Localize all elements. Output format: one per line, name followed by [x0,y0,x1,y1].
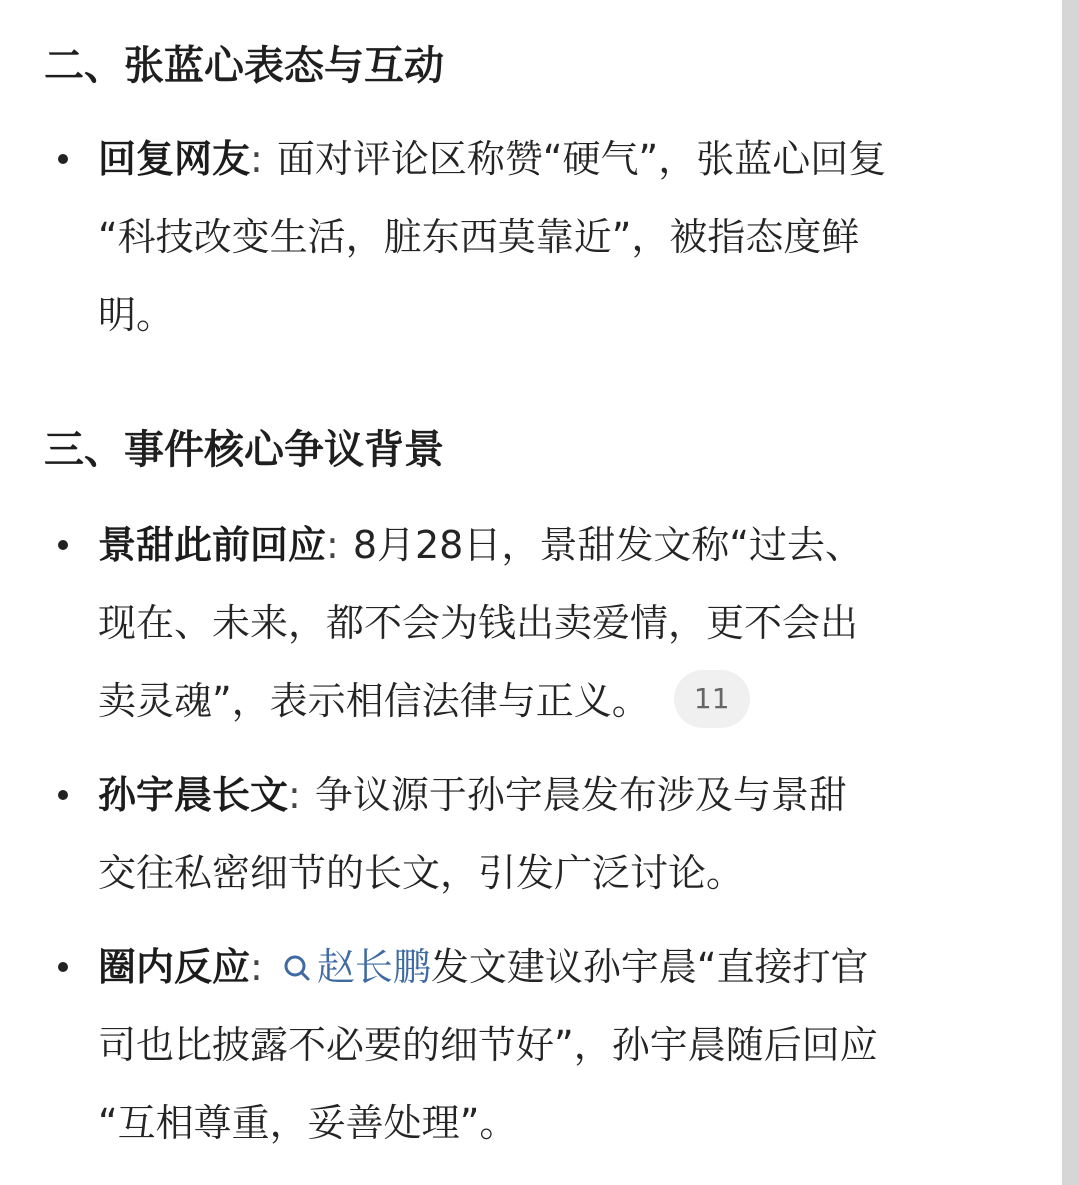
scrollbar[interactable] [1062,0,1079,1185]
item-text: 卖灵魂”，表示相信法律与正义。 [98,679,650,723]
item-colon: : [250,945,263,989]
item-text: 发文建议孙宇晨“直接打官 [430,945,869,989]
bullet-dot [58,540,68,550]
item-line-2: “科技改变生活，脏东西莫靠近”，被指态度鲜 [98,215,860,259]
item-line-1 [98,756,1038,834]
item-line-3: “互相尊重，妥善处理”。 [98,1101,518,1145]
item-text: 争议源于孙宇晨发布涉及与景甜 [314,773,847,817]
item-title: 圈内反应 [98,945,251,989]
item-title: 回复网友 [98,137,251,181]
item-title: 孙宇晨长文 [98,773,289,817]
search-link-zhaochangpeng[interactable] [283,945,431,989]
list-item-industry-reaction [98,928,1038,1162]
search-icon [283,954,311,982]
item-line-1 [98,928,1038,1006]
item-line-3 [98,662,1038,740]
bullet-dot [58,790,68,800]
item-colon: : [250,137,263,181]
link-text: 赵长鹏 [316,945,431,989]
item-line-3: 明。 [98,293,175,337]
item-text: 面对评论区称赞“硬气”，张蓝心回复 [276,137,887,181]
item-line-2: 现在、未来，都不会为钱出卖爱情，更不会出 [98,601,859,645]
bullet-dot [58,962,68,972]
list-item-jingtian-response [98,506,1038,740]
item-line-2: 交往私密细节的长文，引发广泛讨论。 [98,851,745,895]
item-title: 景甜此前回应 [98,523,327,567]
item-line-1 [98,120,1038,198]
item-colon: : [326,523,339,567]
item-text: 8月28日，景甜发文称“过去、 [352,523,864,567]
list-item-sunyuchen-article [98,756,1038,912]
bullet-dot [58,154,68,164]
item-line-1 [98,506,1038,584]
citation-badge[interactable]: 11 [674,670,750,728]
section-heading-2: 二、张蓝心表态与互动 [44,43,444,89]
item-colon: : [288,773,301,817]
item-line-2: 司也比披露不必要的细节好”，孙宇晨随后回应 [98,1023,878,1067]
list-item-reply-netizens [98,120,1038,354]
section-heading-3: 三、事件核心争议背景 [44,427,444,473]
